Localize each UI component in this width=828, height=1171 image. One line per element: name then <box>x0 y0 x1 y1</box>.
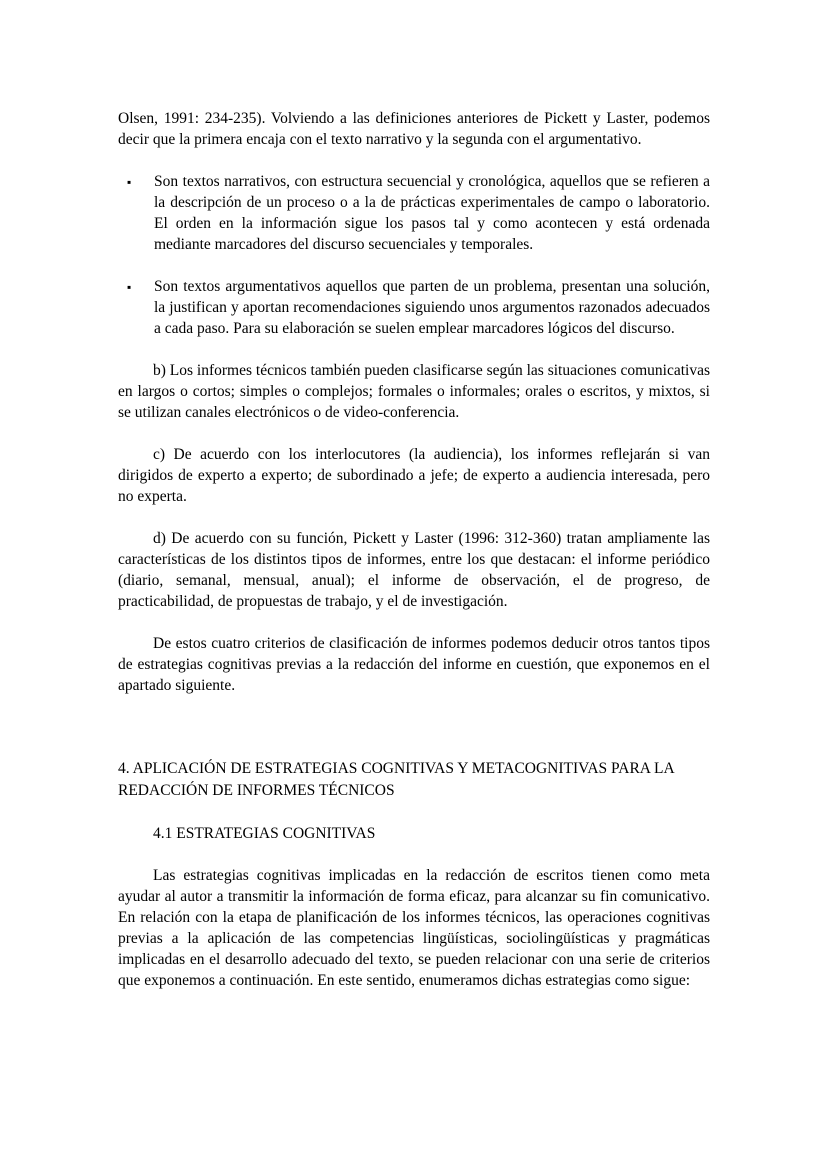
bullet-item-narrative <box>118 171 710 255</box>
paragraph-strategies: Las estrategias cognitivas implicadas en la redacción de escritos tienen como meta ayudar al autor a transmitir la información de forma eficaz, para alcanzar su fin comunicativo. En relación con la etapa de planificación de los informes técnicos, las operaciones cognitivas previas a la aplicación de las competencias lingüísticas, sociolingüísticas y pragmáticas implicadas en el desarrollo adecuado del texto, se pueden relacionar con una serie de criterios que exponemos a continuación. En este sentido, enumeramos dichas estrategias como sigue: <box>118 867 710 989</box>
bullet-item-argumentative <box>118 276 710 339</box>
bullet-text: Son textos argumentativos aquellos que parten de un problema, presentan una solución, la justifican y aportan recomendaciones siguiendo unos argumentos razonados adecuados a cada paso. Para su elaboración se suelen emplear marcadores lógicos del discurso. <box>154 278 710 337</box>
paragraph-b: b) Los informes técnicos también pueden clasificarse según las situaciones comunicativas en largos o cortos; simples o complejos; formales o informales; orales o escritos, y mixtos, si se utilizan canales electrónicos o de video-conferencia. <box>118 362 710 421</box>
bullet-marker-icon: ▪ <box>127 175 132 189</box>
bullet-marker-icon: ▪ <box>127 280 132 294</box>
subsection-heading: 4.1 ESTRATEGIAS COGNITIVAS <box>153 825 376 842</box>
paragraph-d: d) De acuerdo con su función, Pickett y Laster (1996: 312-360) tratan ampliamente las características de los distintos tipos de informes, entre los que destacan: el informe periódico (diario, semanal, mensual, anual); el informe de observación, el de progreso, de practicabilidad, de propuestas de trabajo, y el de investigación. <box>118 530 710 610</box>
section-heading: 4. APLICACIÓN DE ESTRATEGIAS COGNITIVAS Y METACOGNITIVAS PARA LA REDACCIÓN DE INFORMES TÉCNICOS <box>118 760 674 799</box>
bullet-text: Son textos narrativos, con estructura secuencial y cronológica, aquellos que se refieren a la descripción de un proceso o a la de prácticas experimentales de campo o laboratorio. El orden en la información sigue los pasos tal y como acontecen y está ordenada mediante marcadores del discurso secuenciales y temporales. <box>154 173 710 253</box>
paragraph-intro: Olsen, 1991: 234-235). Volviendo a las definiciones anteriores de Pickett y Laster, podemos decir que la primera encaja con el texto narrativo y la segunda con el argumentativo. <box>118 110 710 148</box>
paragraph-conclusion: De estos cuatro criterios de clasificación de informes podemos deducir otros tantos tipos de estrategias cognitivas previas a la redacción del informe en cuestión, que exponemos en el apartado siguiente. <box>118 635 710 694</box>
paragraph-c: c) De acuerdo con los interlocutores (la audiencia), los informes reflejarán si van dirigidos de experto a experto; de subordinado a jefe; de experto a audiencia interesada, pero no experta. <box>118 446 710 505</box>
